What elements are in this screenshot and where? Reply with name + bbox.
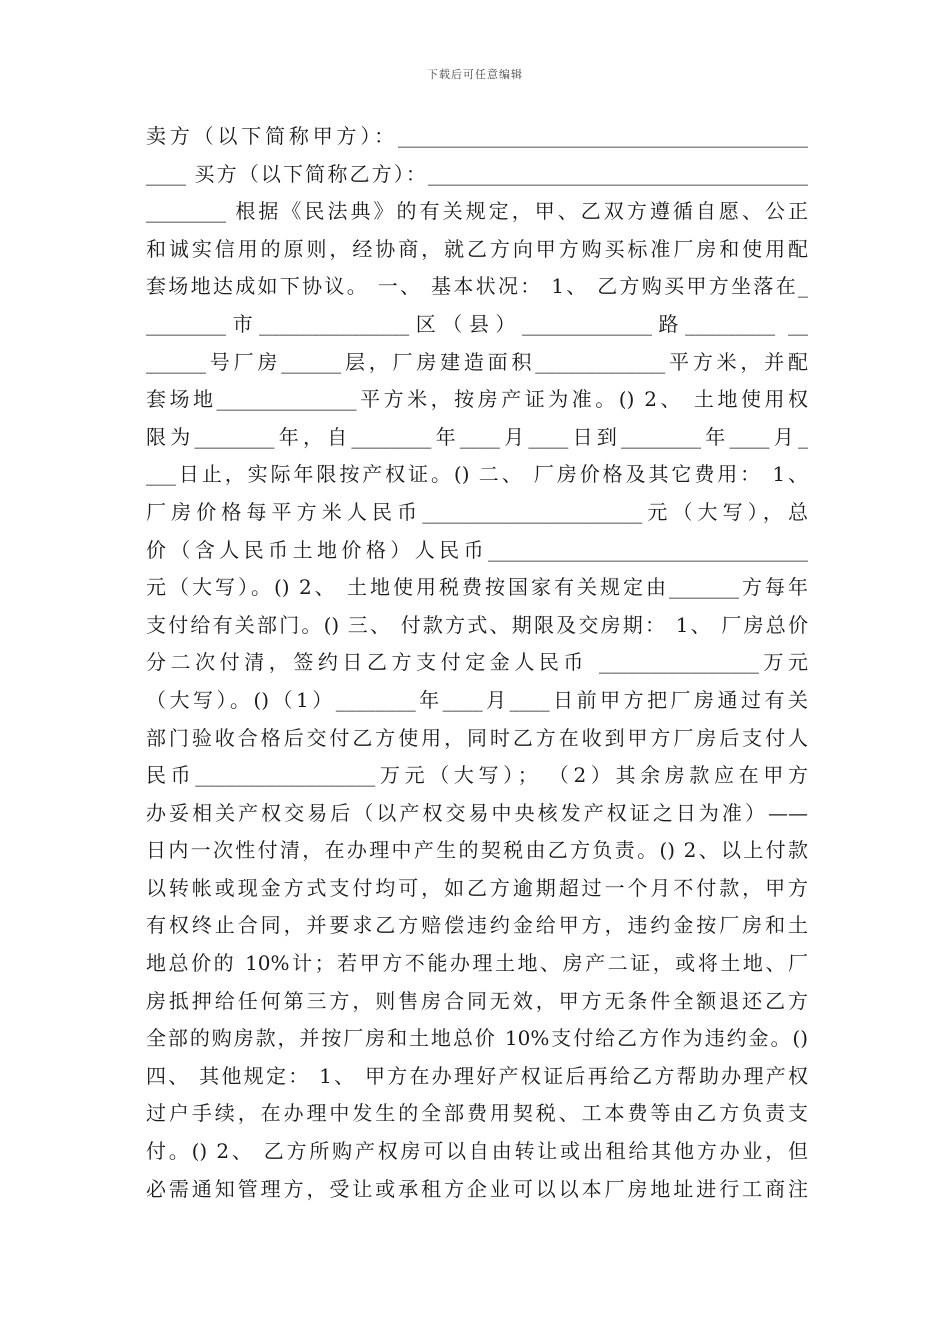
- body-line: 付。() 2、 乙方所购产权房可以自由转让或出租给其他方办业，但: [146, 1139, 808, 1164]
- body-line: 过户手续，在办理中发生的全部费用契税、工本费等由乙方负责支: [146, 1101, 808, 1126]
- body-line: 必需通知管理方，受让或承租方企业可以以本厂房地址进行工商注: [146, 1176, 808, 1201]
- body-line: 房抵押给任何第三方，则售房合同无效，甲方无条件全额退还乙方: [146, 988, 808, 1013]
- body-line: 以转帐或现金方式支付均可，如乙方逾期超过一个月不付款，甲方: [146, 875, 808, 900]
- body-line: 套场地______________平方米，按房产证为准。() 2、 土地使用权: [146, 387, 808, 412]
- body-line: ________ 根据《民法典》的有关规定，甲、乙双方遵循自愿、公正: [146, 199, 808, 224]
- body-line: 厂房价格每平方米人民币______________________元（大写），总: [146, 499, 808, 524]
- body-line: 有权终止合同，并要求乙方赔偿违约金给甲方，违约金按厂房和土: [146, 913, 808, 938]
- body-line: （大写）。()（1）________年____月____日前甲方把厂房通过有关: [146, 687, 808, 712]
- body-line: 价（含人民币土地价格）人民币________________________________: [146, 537, 808, 562]
- body-line: 支付给有关部门。() 三、 付款方式、期限及交房期： 1、 厂房总价: [146, 612, 808, 637]
- body-line: 元（大写）。() 2、 土地使用税费按国家有关规定由_______方每年: [146, 575, 808, 600]
- body-line: 卖方（以下简称甲方）：_________________________________________: [146, 124, 808, 148]
- body-line: ________市_______________区（县）_____________路_________ __: [146, 311, 808, 336]
- body-line: 和诚实信用的原则，经协商，就乙方向甲方购买标准厂房和使用配: [146, 236, 808, 261]
- body-line: ___日止，实际年限按产权证。() 二、 厂房价格及其它费用： 1、: [146, 462, 808, 487]
- body-line: 限为________年，自________年____月____日到________年____月_: [146, 424, 808, 449]
- contract-body: [146, 118, 808, 1208]
- page-header-note: 下载后可任意编辑: [427, 68, 523, 81]
- body-line: 日内一次性付清，在办理中产生的契税由乙方负责。() 2、以上付款: [146, 838, 808, 863]
- body-line: 套场地达成如下协议。 一、 基本状况： 1、 乙方购买甲方坐落在_: [146, 274, 808, 299]
- body-line: 分二次付清，签约日乙方支付定金人民币 ________________万元: [146, 650, 808, 675]
- body-line: 部门验收合格后交付乙方使用，同时乙方在收到甲方厂房后支付人: [146, 725, 808, 750]
- body-line: 四、 其他规定： 1、 甲方在办理好产权证后再给乙方帮助办理产权: [146, 1063, 808, 1088]
- body-line: 全部的购房款，并按厂房和土地总价 10%支付给乙方作为违约金。(): [146, 1026, 808, 1051]
- body-line: 地总价的 10%计；若甲方不能办理土地、房产二证，或将土地、厂: [146, 951, 808, 976]
- body-line: 民币__________________万元（大写）； （2）其余房款应在甲方: [146, 763, 808, 788]
- body-line: ______号厂房______层，厂房建造面积_____________平方米，并配: [146, 349, 808, 374]
- body-line: ____ 买方（以下简称乙方）：______________________________________: [146, 161, 808, 186]
- body-line: 办妥相关产权交易后（以产权交易中央核发产权证之日为准）——: [146, 800, 808, 825]
